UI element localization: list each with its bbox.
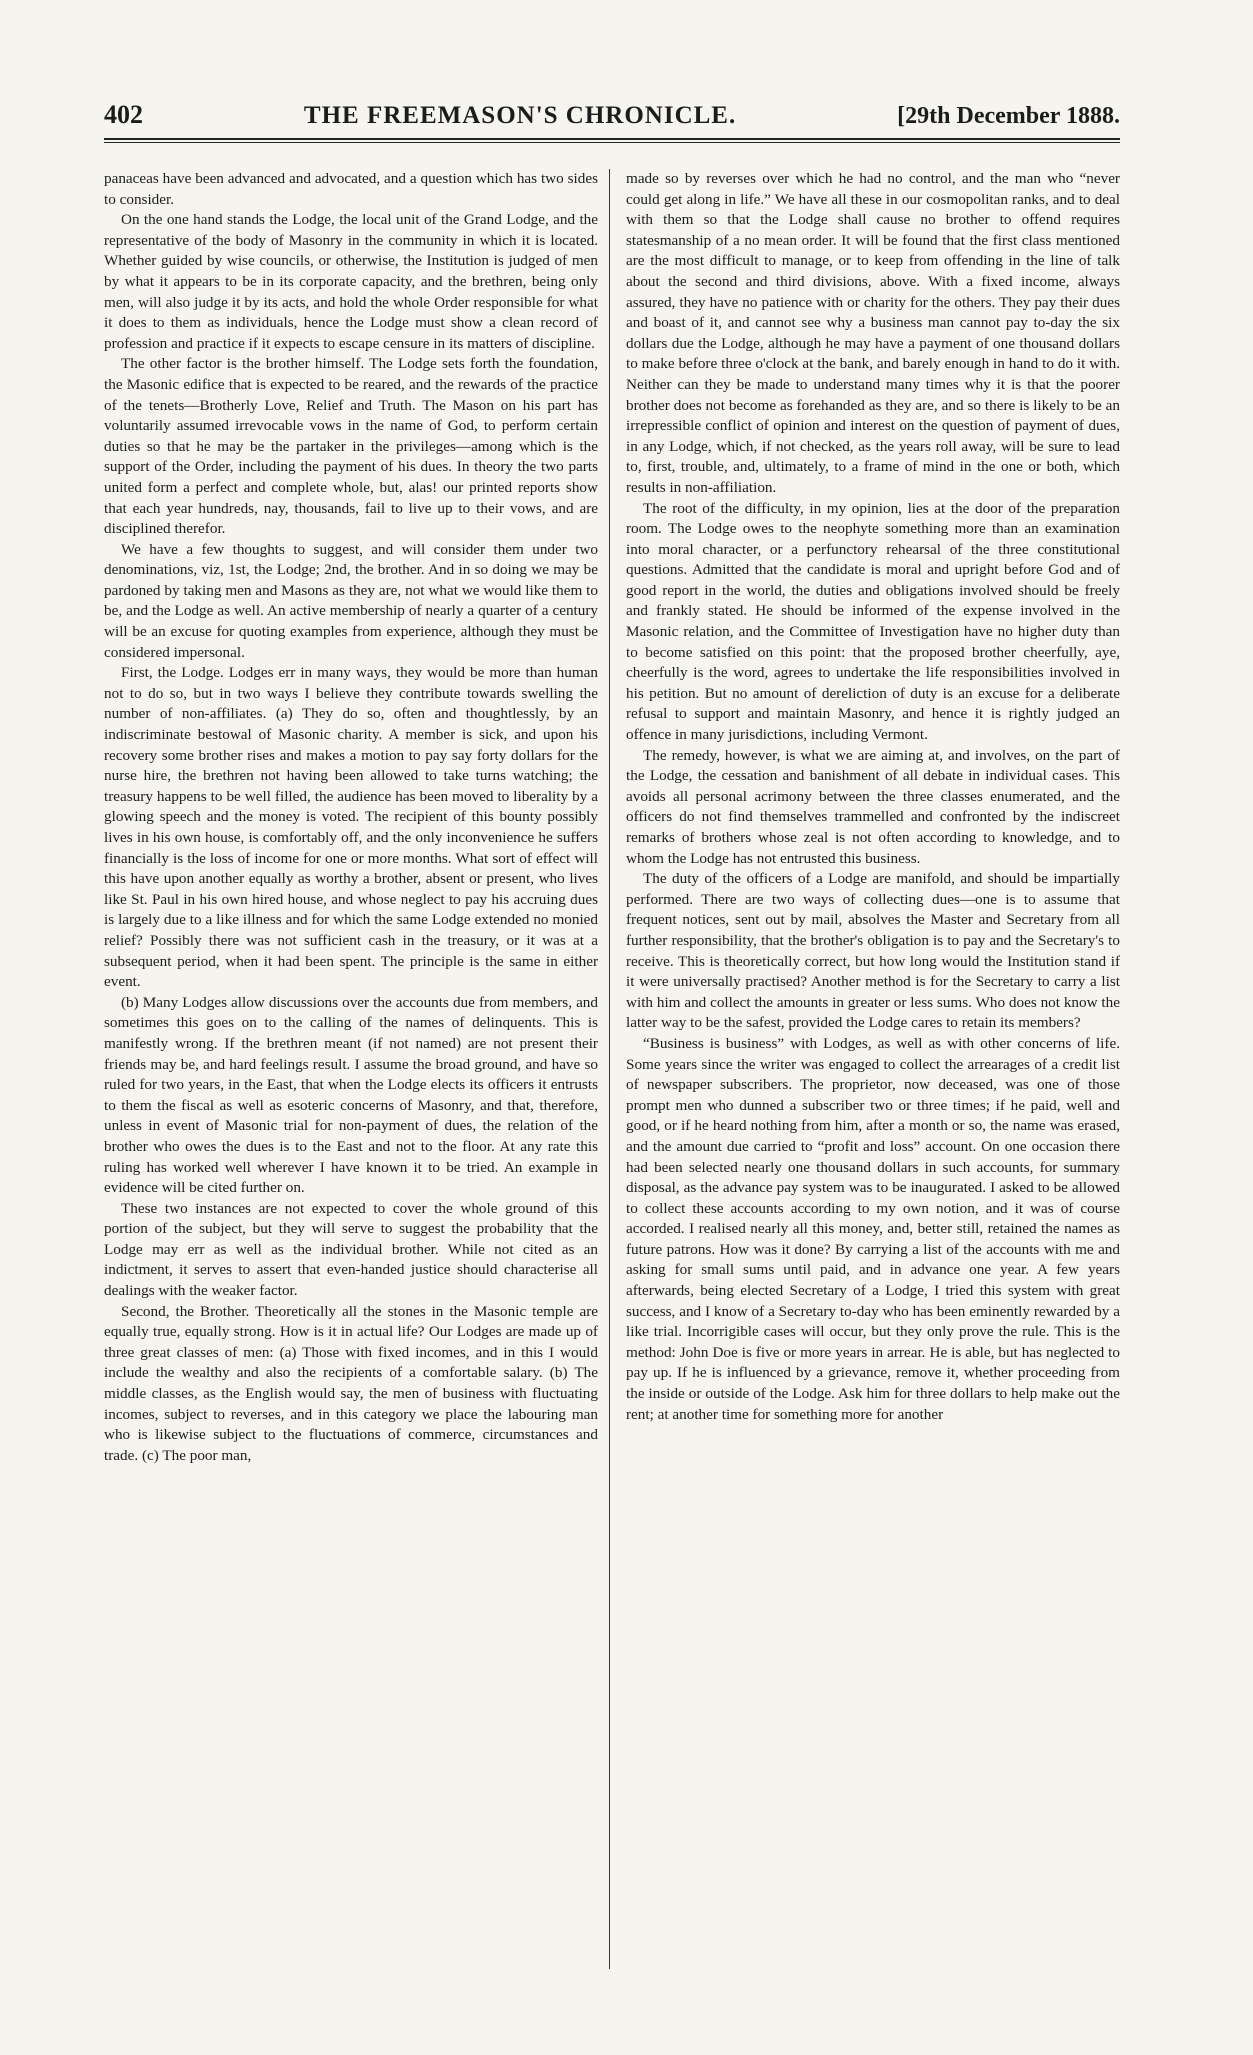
header-rule-thin xyxy=(104,142,1120,143)
right-column xyxy=(626,169,1120,1466)
paragraph: The other factor is the brother himself. The Lodge sets forth the foundation, the Masonic edifice that is expected to be reared, and the rewards of the practice of the tenets—Brotherly Love, Relief and Truth. The Mason on his part has voluntarily assumed irrevocable vows in the name of God, to perform certain duties so that he may be the partaker in the privileges—among which is the support of the Order, including the payment of his dues. In theory the two parts united form a perfect and complete whole, but, alas! our printed reports show that each year hundreds, nay, thousands, fail to live up to their vows, and are disciplined therefor. xyxy=(104,355,598,538)
page-number: 402 xyxy=(104,100,143,129)
column-divider xyxy=(609,169,610,1969)
left-column xyxy=(104,169,598,1466)
paragraph: The remedy, however, is what we are aiming at, and involves, on the part of the Lodge, the cessation and banishment of all debate in individual cases. This avoids all personal acrimony between the three classes enumerated, and the officers do not find themselves trammelled and confronted by the indiscreet remarks of brothers whose zeal is not often according to knowledge, and to whom the Lodge has not entrusted this business. xyxy=(626,746,1120,867)
paragraph: The duty of the officers of a Lodge are manifold, and should be impartially performed. There are two ways of collecting dues—one is to assume that frequent notices, sent out by mail, absolves the Master and Secretary from all further responsibility, that the brother's obligation is to pay and the Secretary's to receive. This is theoretically correct, but how long would the Institution stand if it were universally practised? Another method is for the Secretary to carry a list with him and collect the amounts in greater or less sums. Who does not know the latter way to be the safest, provided the Lodge cares to retain its members? xyxy=(626,870,1120,1032)
header-rule xyxy=(104,138,1120,140)
paragraph: “Business is business” with Lodges, as well as with other concerns of life. Some years since the writer was engaged to collect the arrearages of a credit list of newspaper subscribers. The proprietor, now deceased, was one of those prompt men who dunned a subscriber two or three times; if he paid, well and good, or if he heard nothing from him, after a month or so, the name was erased, and the amount due carried to “profit and loss” account. On one occasion there had been selected nearly one thousand dollars in such accounts, for summary disposal, as the advance pay system was to be inaugurated. I asked to be allowed to collect these accounts according to my own notion, and it was of course accorded. I realised nearly all this money, and, better still, retained the names as future patrons. How was it done? By carrying a list of the accounts with me and asking for small sums until paid, and in advance one year. A few years afterwards, being elected Secretary of a Lodge, I tried this system with great success, and I know of a Secretary to-day who has been eminently rewarded by a like trial. Incorrigible cases will occur, but they only prove the rule. This is the method: John Doe is five or more years in arrear. He is able, but has neglected to pay up. If he is influenced by a grievance, remove it, whether proceeding from the inside or outside of the Lodge. Ask him for three dollars to help make out the rent; at another time for something more for another xyxy=(626,1034,1120,1423)
paragraph: First, the Lodge. Lodges err in many ways, they would be more than human not to do so, but in two ways I believe they contribute towards swelling the number of non-affiliates. (a) They do so, often and thoughtlessly, by an indiscriminate bestowal of Masonic charity. A member is sick, and upon his recovery some brother rises and makes a motion to pay say forty dollars for the nurse hire, the brethren not having been allowed to take turns watching; the treasury happens to be well filled, the audience has been moved to liberality by a glowing speech and the money is voted. The recipient of this bounty possibly lives in his own house, is comfortably off, and the only inconvenience he suffers financially is the loss of income for one or more months. What sort of effect will this have upon another equally as worthy a brother, absent or present, who lives like St. Paul in his own hired house, and whose neglect to pay his accruing dues is largely due to a like illness and for which the same Lodge extended no monied relief? Possibly there was not sufficient cash in the treasury, or it was at a subsequent period, when it had been spent. The principle is the same in either event. xyxy=(104,664,598,991)
publication-title: THE FREEMASON'S CHRONICLE. xyxy=(303,102,737,129)
masthead xyxy=(104,100,1120,134)
paragraph: made so by reverses over which he had no control, and the man who “never could get along in life.” We have all these in our cosmopolitan ranks, and to deal with them so that the Lodge shall cause no brother to offend requires statesmanship of a no mean order. It will be found that the first class mentioned are the most difficult to manage, or to keep from offending in the line of talk about the second and third divisions, above. With a fixed income, always assured, they have no patience with or charity for the others. They pay their dues and boast of it, and cannot see why a business man cannot pay to-day the six dollars due the Lodge, although he may have a payment of one thousand dollars to make before three o'clock at the bank, and barely enough in hand to do it with. Neither can they be made to understand many times why it is that the poorer brother does not become as forehanded as they are, and so there is likely to be an irrepressible conflict of opinion and interest on the question of payment of dues, in any Lodge, which, if not checked, as the years roll away, will be sure to lead to, first, trouble, and, ultimately, to a frame of mind in the one or both, which results in non-affiliation. xyxy=(626,170,1120,496)
issue-date: [29th December 1888. xyxy=(897,103,1120,129)
newspaper-page xyxy=(104,100,1120,2010)
paragraph: The root of the difficulty, in my opinion, lies at the door of the preparation room. The Lodge owes to the neophyte something more than an examination into moral character, or a perfunctory rehearsal of the three constitutional questions. Admitted that the candidate is moral and upright before God and of good report in the world, the duties and obligations involved should be freely and frankly stated. He should be informed of the expense involved in the Masonic relation, and the Committee of Investigation have no higher duty than to become satisfied on this point: that the proposed brother cheerfully, aye, cheerfully is the word, agrees to undertake the life responsibilities involved in his petition. But no amount of dereliction of duty is an excuse for a deliberate refusal to support and maintain Masonry, and hence it is rightly judged an offence in many jurisdictions, including Vermont. xyxy=(626,499,1120,744)
paragraph: We have a few thoughts to suggest, and will consider them under two denominations, viz, 1st, the Lodge; 2nd, the brother. And in so doing we may be pardoned by taking men and Masons as they are, not what we would like them to be, and the Lodge as well. An active membership of nearly a quarter of a century will be an excuse for quoting examples from experience, although they must be considered impersonal. xyxy=(104,540,598,661)
paragraph: These two instances are not expected to cover the whole ground of this portion of the subject, but they will serve to suggest the probability that the Lodge may err as well as the individual brother. While not cited as an indictment, it serves to assert that even-handed justice should characterise all dealings with the weaker factor. xyxy=(104,1199,598,1300)
paragraph: On the one hand stands the Lodge, the local unit of the Grand Lodge, and the representative of the body of Masonry in the community in which it is located. Whether guided by wise councils, or otherwise, the Institution is judged of men by what it appears to be in its corporate capacity, and the brethren, being only men, will also judge it by its acts, and hold the whole Order responsible for what it does to them as individuals, hence the Lodge must show a clean record of profession and practice if it expects to escape censure in its matters of discipline. xyxy=(104,211,598,352)
paragraph: Second, the Brother. Theoretically all the stones in the Masonic temple are equally true, equally strong. How is it in actual life? Our Lodges are made up of three great classes of men: (a) Those with fixed incomes, and in this I would include the wealthy and also the recipients of a comfortable salary. (b) The middle classes, as the English would say, the men of business with fluctuating incomes, subject to reverses, and in this category we place the labouring man who is likewise subject to the fluctuations of commerce, circumstances and trade. (c) The poor man, xyxy=(104,1302,598,1464)
article-columns xyxy=(104,169,1120,1466)
paragraph: panaceas have been advanced and advocated, and a question which has two sides to consider. xyxy=(104,170,598,208)
paragraph: (b) Many Lodges allow discussions over the accounts due from members, and sometimes this goes on to the calling of the names of delinquents. This is manifestly wrong. If the brethren meant (if not named) are not present their friends may be, and hard feelings result. I assume the broad ground, and have so ruled for two years, in the East, that when the Lodge elects its officers it entrusts to them the fiscal as well as esoteric concerns of Masonry, and that, therefore, unless in event of Masonic trial for non-payment of dues, the relation of the brother who owes the dues is to the East and not to the floor. At any rate this ruling has worked well wherever I have known it to be tried. An example in evidence will be cited further on. xyxy=(104,993,598,1197)
